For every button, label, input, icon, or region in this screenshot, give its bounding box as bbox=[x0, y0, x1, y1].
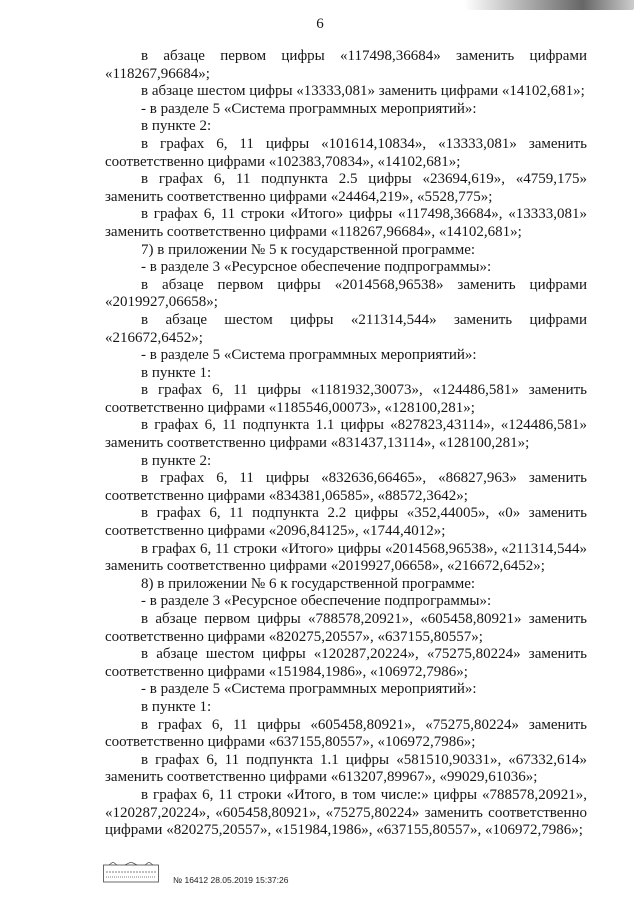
paragraph: - в разделе 5 «Система программных мероприятий»: bbox=[141, 347, 477, 364]
paragraph: в пункте 1: bbox=[141, 364, 212, 381]
paragraph: в абзаце первом цифры «117498,36684» заменить цифрами «118267,96684»; bbox=[105, 48, 587, 82]
paragraph: в графах 6, 11 подпункта 2.2 цифры «352,44005», «0» заменить соответственно цифрами «2096,84125», «1744,4012»; bbox=[105, 505, 587, 540]
paragraph: - в разделе 5 «Система программных мероприятий»: bbox=[141, 681, 477, 698]
paragraph: в графах 6, 11 цифры «101614,10834», «13333,081» заменить соответственно цифрами «102383,70834», «14102,681»; bbox=[105, 135, 587, 170]
paragraph: в пункте 1: bbox=[141, 698, 212, 715]
paragraph: - в разделе 3 «Ресурсное обеспечение подпрограммы»: bbox=[141, 259, 492, 276]
paragraph: в графах 6, 11 подпункта 1.1 цифры «581510,90331», «67332,614» заменить соответственно цифрами «613207,89967», «99029,61036»; bbox=[105, 751, 587, 786]
paragraph: в графах 6, 11 строки «Итого» цифры «2014568,96538», «211314,544» заменить соответственно цифрами «2019927,06658», «216672,6452»; bbox=[105, 540, 587, 575]
paragraph: в абзаце шестом цифры «211314,544» заменить цифрами «216672,6452»; bbox=[105, 311, 587, 346]
scan-artifact bbox=[464, 0, 634, 10]
paragraph: - в разделе 5 «Система программных мероприятий»: bbox=[141, 100, 477, 117]
paragraph: в графах 6, 11 подпункта 2.5 цифры «23694,619», «4759,175» заменить соответственно цифрами «24464,219», «5528,775»; bbox=[105, 171, 587, 205]
footer bbox=[103, 862, 403, 892]
registration-stamp: № 16412 28.05.2019 15:37:26 bbox=[173, 875, 289, 885]
paragraph: в абзаце первом цифры «2014568,96538» заменить цифрами «2019927,06658»; bbox=[105, 276, 587, 311]
paragraph: в абзаце шестом цифры «13333,081» заменить цифрами «14102,681»; bbox=[141, 83, 585, 100]
paragraph: в графах 6, 11 строки «Итого, в том числе:» цифры «788578,20921», «120287,20224», «605458,80921», «75275,80224» заменить соответственно цифрами «820275,20557», «151984,1986», «637155,80557», «106972,7986»; bbox=[105, 786, 587, 839]
paragraph: в графах 6, 11 цифры «1181932,30073», «124486,581» заменить соответственно цифрами «1185546,00073», «128100,281»; bbox=[105, 382, 587, 416]
paragraph: в абзаце шестом цифры «120287,20224», «75275,80224» заменить соответственно цифрами «151984,1986», «106972,7986»; bbox=[105, 646, 587, 680]
document-body bbox=[105, 48, 587, 840]
paragraph: - в разделе 3 «Ресурсное обеспечение подпрограммы»: bbox=[141, 593, 492, 610]
page-number: 6 bbox=[316, 16, 324, 32]
paragraph: в пункте 2: bbox=[141, 452, 212, 469]
paragraph: в графах 6, 11 подпункта 1.1 цифры «827823,43114», «124486,581» заменить соответственно цифрами «831437,13114», «128100,281»; bbox=[105, 417, 587, 452]
paragraph: в графах 6, 11 цифры «605458,80921», «75275,80224» заменить соответственно цифрами «637155,80557», «106972,7986»; bbox=[105, 716, 587, 751]
paragraph: 8) в приложении № 6 к государственной программе: bbox=[141, 575, 476, 592]
paragraph: в абзаце первом цифры «788578,20921», «605458,80921» заменить соответственно цифрами «820275,20557», «637155,80557»; bbox=[105, 611, 587, 645]
paragraph: в графах 6, 11 строки «Итого» цифры «117498,36684», «13333,081» заменить соответственно цифрами «118267,96684», «14102,681»; bbox=[105, 206, 587, 240]
paragraph: в графах 6, 11 цифры «832636,66465», «86827,963» заменить соответственно цифрами «834381,06585», «88572,3642»; bbox=[105, 470, 587, 504]
paragraph: 7) в приложении № 5 к государственной программе: bbox=[141, 241, 476, 258]
registry-seal-icon bbox=[103, 862, 159, 886]
paragraph: в пункте 2: bbox=[141, 118, 212, 135]
